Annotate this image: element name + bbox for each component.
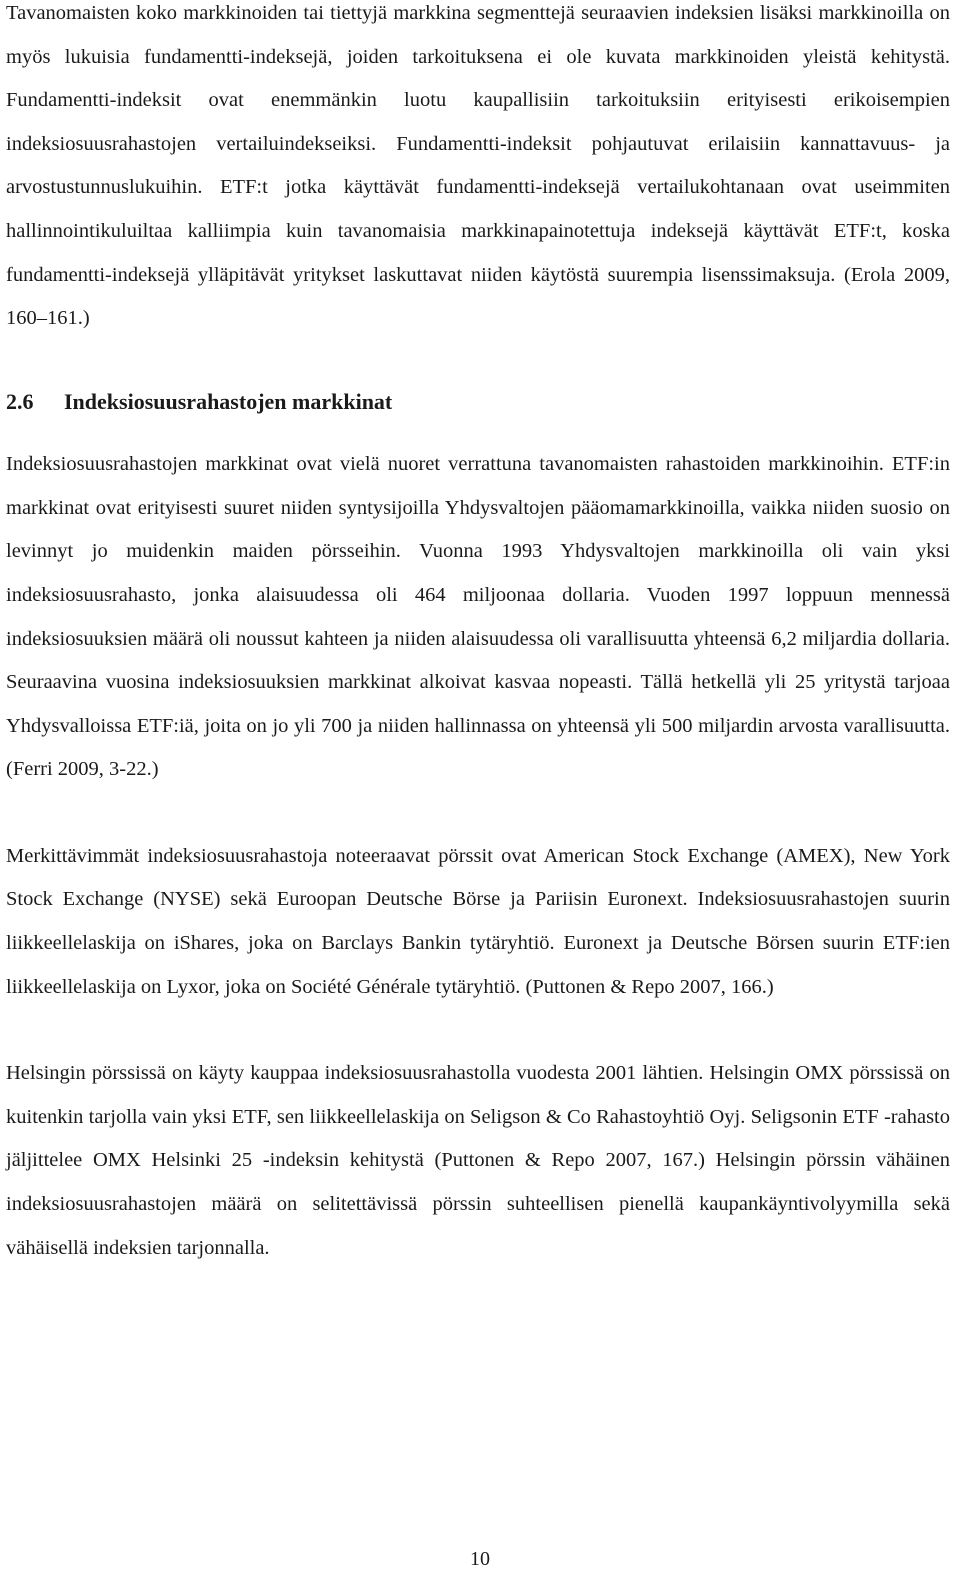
- paragraph-major-exchanges: Merkittävimmät indeksiosuusrahastoja noteeraavat pörssit ovat American Stock Exchange (AMEX), New York Stock Exchange (NYSE) sekä Euroopan Deutsche Börse ja Pariisin Euronext. Indeksiosuusrahastojen suurin liikkeellelaskija on iShares, joka on Barclays Bankin tytäryhtiö. Euronext ja Deutsche Börsen suurin ETF:ien liikkeellelaskija on Lyxor, joka on Société Générale tytäryhtiö. (Puttonen & Repo 2007, 166.): [6, 844, 950, 998]
- paragraph-fundamental-indices: Tavanomaisten koko markkinoiden tai tiettyjä markkina segmenttejä seuraavien indeksien lisäksi markkinoilla on myös lukuisia fundamentti-indeksejä, joiden tarkoituksena ei ole kuvata markkinoiden yleistä kehitystä. Fundamentti-indeksit ovat enemmänkin luotu kaupallisiin tarkoituksiin erityisesti erikoisempien indeksiosuusrahastojen vertailuindekseiksi. Fundamentti-indeksit pohjautuvat erilaisiin kannattavuus- ja arvostustunnuslukuihin. ETF:t jotka käyttävät fundamentti-indeksejä vertailukohtanaan ovat useimmiten hallinnointikuluiltaa kalliimpia kuin tavanomaisia markkinapainotettuja indeksejä käyttävät ETF:t, koska fundamentti-indeksejä ylläpitävät yritykset laskuttavat niiden käytöstä suurempia lisenssimaksuja. (Erola 2009, 160–161.): [6, 2, 950, 330]
- paragraph-etf-markets: Indeksiosuusrahastojen markkinat ovat vielä nuoret verrattuna tavanomaisten rahastoiden markkinoihin. ETF:in markkinat ovat erityisesti suuret niiden syntysijoilla Yhdysvaltojen pääomamarkkinoilla, vaikka niiden suosio on levinnyt jo muidenkin maiden pörsseihin. Vuonna 1993 Yhdysvaltojen markkinoilla oli vain yksi indeksiosuusrahasto, jonka alaisuudessa oli 464 miljoonaa dollaria. Vuoden 1997 loppuun mennessä indeksiosuuksien määrä oli noussut kahteen ja niiden alaisuudessa oli varallisuutta yhteensä 6,2 miljardia dollaria. Seuraavina vuosina indeksiosuuksien markkinat alkoivat kasvaa nopeasti. Tällä hetkellä yli 25 yritystä tarjoaa Yhdysvalloissa ETF:iä, joita on jo yli 700 ja niiden hallinnassa on yhteensä yli 500 miljardin arvosta varallisuutta. (Ferri 2009, 3-22.): [6, 453, 950, 781]
- section-heading: [6, 389, 950, 415]
- page-content: [6, 0, 950, 1270]
- section-number: 2.6: [6, 388, 34, 414]
- section-title: Indeksiosuusrahastojen markkinat: [64, 388, 393, 414]
- paragraph-helsinki-exchange: Helsingin pörssissä on käyty kauppaa indeksiosuusrahastolla vuodesta 2001 lähtien. Helsingin OMX pörssissä on kuitenkin tarjolla vain yksi ETF, sen liikkeellelaskija on Seligson & Co Rahastoyhtiö Oyj. Seligsonin ETF -rahasto jäljittelee OMX Helsinki 25 -indeksin kehitystä (Puttonen & Repo 2007, 167.) Helsingin pörssin vähäinen indeksiosuusrahastojen määrä on selitettävissä pörssin suhteellisen pienellä kaupankäyntivolyymilla sekä vähäisellä indeksien tarjonnalla.: [6, 1062, 950, 1259]
- page-number: 10: [470, 1548, 490, 1570]
